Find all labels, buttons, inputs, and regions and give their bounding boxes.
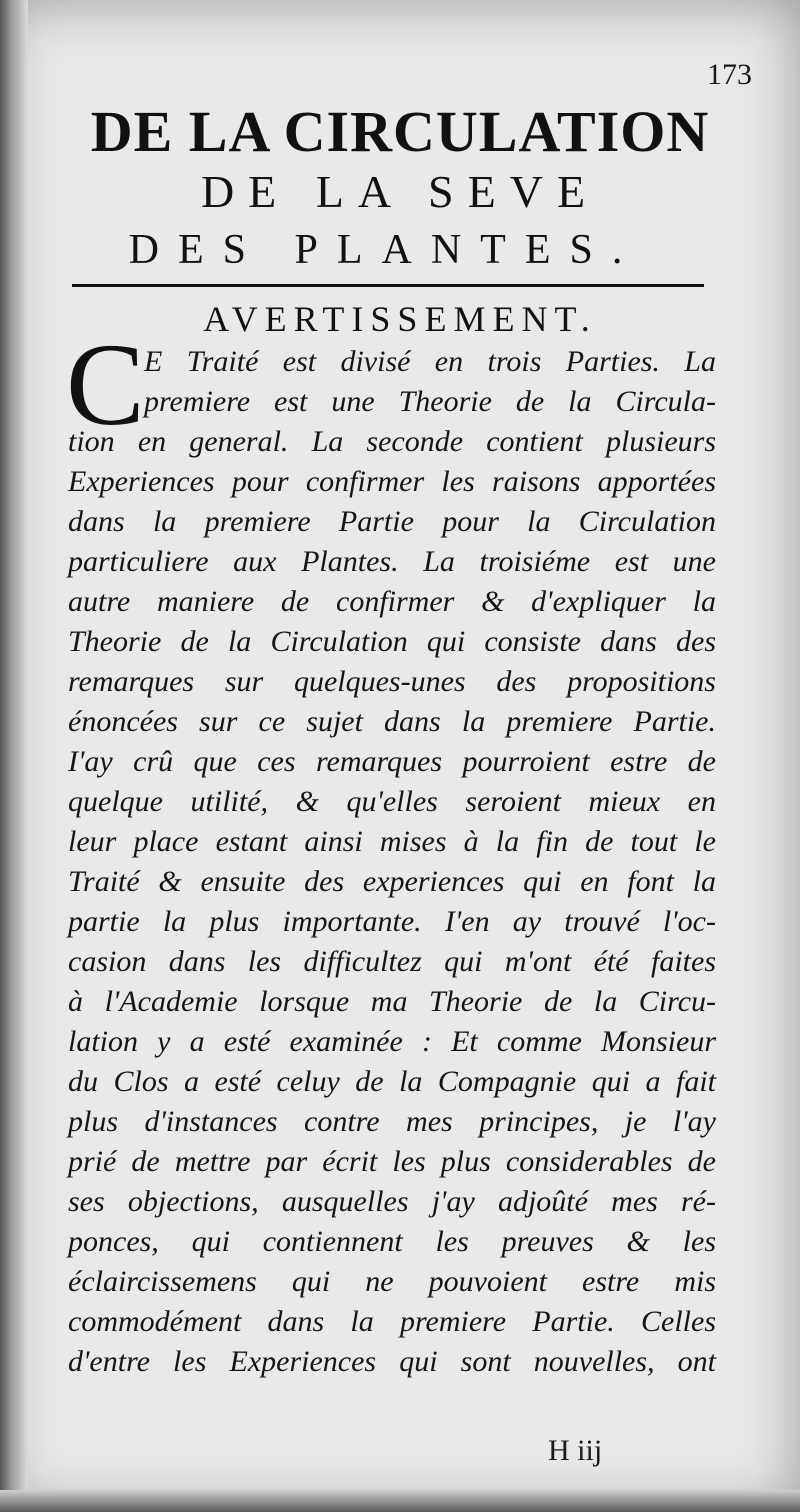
text-line: lation y a esté examinée : Et comme Monsieur: [68, 1025, 716, 1058]
title-rule: [72, 284, 704, 287]
title-line-3: DES PLANTES.: [128, 227, 642, 273]
text-line: plus d'instances contre mes principes, je l'ay: [68, 1105, 716, 1138]
page-gutter-shadow: [0, 0, 28, 1512]
text-line: d'entre les Experiences qui sont nouvelles, ont: [68, 1345, 716, 1378]
text-line: quelque utilité, & qu'elles seroient mieux en: [68, 785, 716, 818]
page-bottom-shadow: [0, 1490, 800, 1512]
text-line: autre maniere de confirmer & d'expliquer la: [68, 585, 716, 618]
text-line: tion en general. La seconde contient plusieurs: [68, 425, 716, 458]
text-line: I'ay crû que ces remarques pourroient estre de: [68, 745, 716, 778]
text-line: énoncées sur ce sujet dans la premiere Partie.: [68, 705, 716, 738]
text-line: dans la premiere Partie pour la Circulation: [68, 505, 716, 538]
text-line: à l'Academie lorsque ma Theorie de la Circu-: [68, 985, 716, 1018]
text-line: remarques sur quelques-unes des propositions: [68, 665, 716, 698]
title-line-1: DE LA CIRCULATION: [90, 99, 710, 164]
text-line: leur place estant ainsi mises à la fin de tout le: [68, 825, 716, 858]
signature-mark: H iij: [548, 1434, 603, 1467]
text-line: E Traité est divisé en trois Parties. La: [144, 345, 716, 378]
title-line-2: DE LA SEVE: [200, 166, 600, 217]
text-line: premiere est une Theorie de la Circula-: [144, 385, 716, 418]
text-line: éclaircissemens qui ne pouvoient estre mis: [68, 1265, 716, 1298]
page-number: 173: [707, 58, 752, 91]
text-line: ses objections, ausquelles j'ay adjoûté mes ré-: [68, 1185, 716, 1218]
drop-capital: C: [66, 319, 145, 450]
text-line: ponces, qui contiennent les preuves & les: [68, 1225, 716, 1258]
text-line: particuliere aux Plantes. La troisiéme est une: [68, 545, 716, 578]
text-line: casion dans les difficultez qui m'ont été faites: [68, 945, 716, 978]
section-heading: AVERTISSEMENT.: [203, 299, 597, 339]
text-line: prié de mettre par écrit les plus considerables de: [68, 1145, 716, 1178]
text-line: partie la plus importante. I'en ay trouvé l'oc-: [68, 905, 716, 938]
text-line: Theorie de la Circulation qui consiste dans des: [68, 625, 716, 658]
text-line: Experiences pour confirmer les raisons apportées: [68, 465, 716, 498]
text-line: Traité & ensuite des experiences qui en font la: [68, 865, 716, 898]
text-line: commodément dans la premiere Partie. Celles: [68, 1305, 716, 1338]
text-line: du Clos a esté celuy de la Compagnie qui a fait: [68, 1065, 716, 1098]
